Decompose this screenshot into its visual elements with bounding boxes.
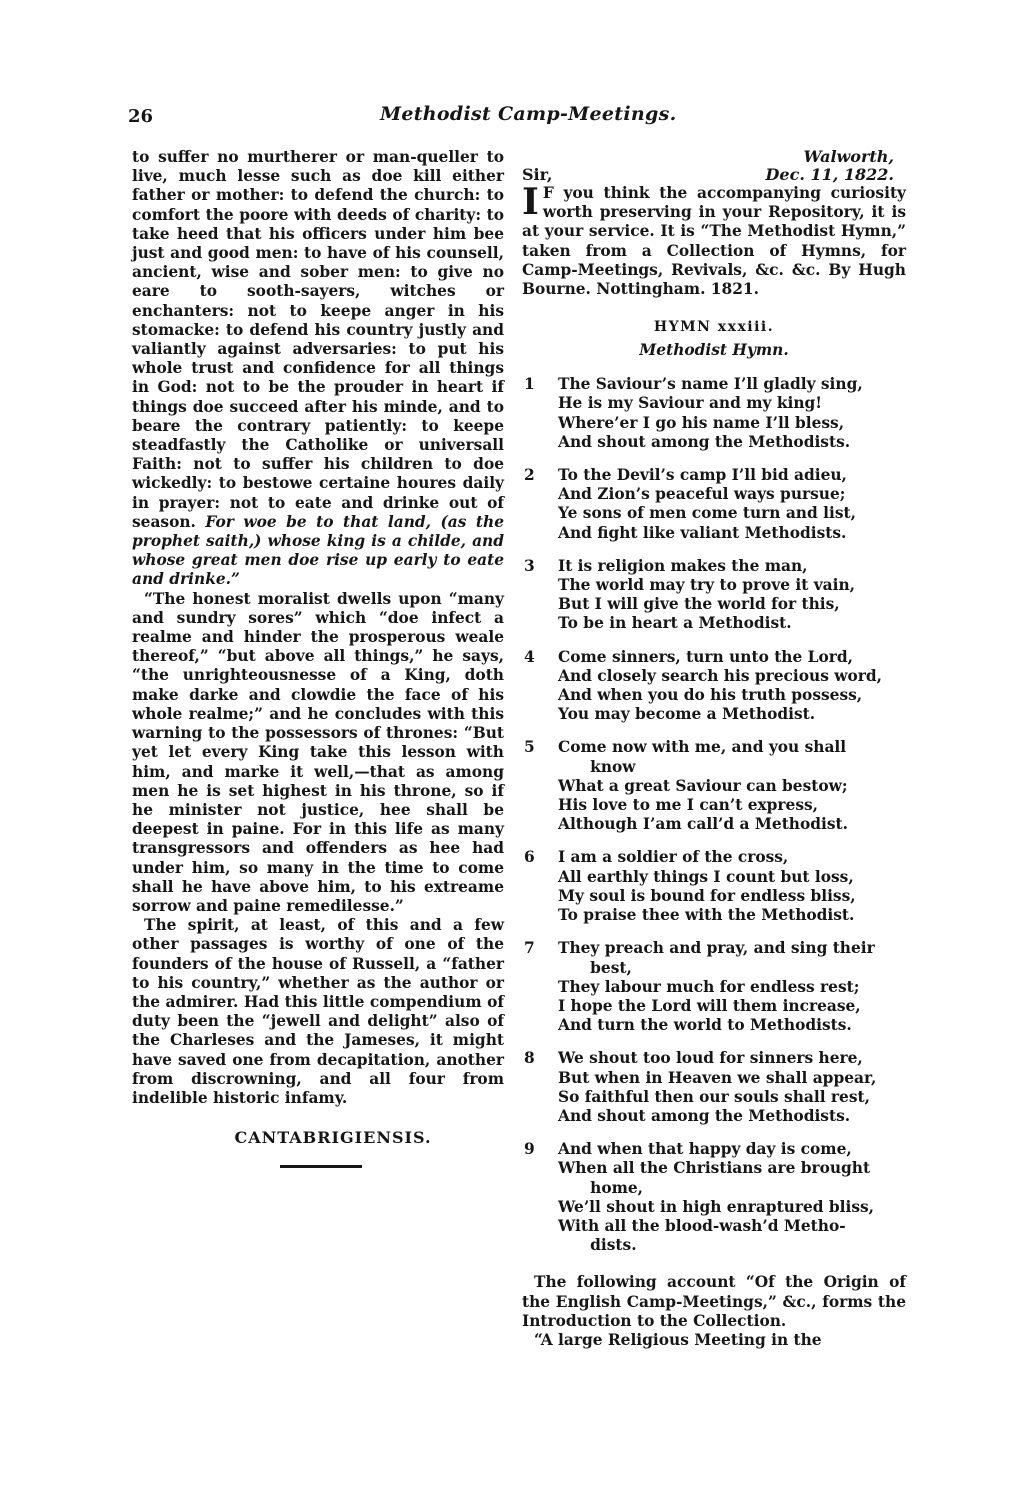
italic-quote: For woe be to that land, (as the prophet saith,) whose king is a childe, and whose great men doe rise up early to eate and drinke.” (132, 512, 504, 589)
letter-salutation-row (522, 166, 894, 184)
left-column (132, 148, 504, 1168)
stanza-line: We’ll shout in high enraptured bliss, (558, 1197, 875, 1216)
hymn-stanza (522, 939, 906, 1035)
stanza-line: He is my Saviour and my king! (558, 394, 823, 413)
stanza-number: 6 (524, 848, 535, 867)
stanza-line: The world may try to prove it vain, (558, 576, 856, 595)
body-paragraph (132, 148, 504, 590)
stanza-line: The Saviour’s name I’ll gladly sing, (558, 375, 863, 394)
hymn-title: Methodist Hymn. (639, 341, 789, 360)
stanza-line: Ye sons of men come turn and list, (558, 504, 856, 523)
stanza-line: To the Devil’s camp I’ll bid adieu, (558, 466, 847, 485)
stanza-lines (558, 738, 906, 834)
body-paragraph: “The honest moralist dwells upon “many and sundry sores” which “doe infect a realme and hinder the prosperous weale thereof,” “but above all things,” he says, “the unrighteousnesse of a King, doth make darke and clowdie the face of his whole realme;” and he concludes with this warning to the possessors of thrones: “But yet let every King take this lesson with him, and marke it well,—that as among men he is set highest in his throne, so if he minister not justice, hee shall be deepest in paine. For in this life as many transgressors and offenders as hee had under him, so many in the time to come shall he have above him, to his extreame sorrow and paine remedilesse.” (132, 589, 504, 915)
stanza-line: I am a soldier of the cross, (558, 848, 789, 867)
stanza-number: 2 (524, 466, 535, 485)
stanza-lines (558, 557, 906, 634)
stanza-lines (558, 939, 906, 1035)
stanza-line: And closely search his precious word, (558, 666, 882, 685)
letter-body (522, 181, 906, 299)
stanza-line: And fight like valiant Methodists. (558, 523, 847, 542)
section-divider (280, 1165, 362, 1168)
stanza-line: It is religion makes the man, (558, 556, 808, 575)
stanza-line: Although I’am call’d a Methodist. (558, 815, 849, 834)
stanza-line: We shout too loud for sinners here, (558, 1049, 863, 1068)
hymn-number: HYMN xxxiii. (653, 319, 775, 336)
stanza-line: His love to me I can’t express, (558, 796, 819, 815)
hymn-stanza (522, 466, 906, 543)
stanza-line: And Zion’s peaceful ways pursue; (558, 485, 846, 504)
body-paragraph: “A large Religious Meeting in the (534, 1330, 822, 1349)
letter-dateline: Walworth, (803, 147, 894, 166)
stanza-lines (558, 466, 906, 543)
hymn-stanza (522, 738, 906, 834)
stanza-line: To praise thee with the Methodist. (558, 906, 855, 925)
running-title: Methodist Camp-Meetings. (380, 103, 677, 125)
stanza-line: To be in heart a Methodist. (558, 614, 792, 633)
drop-cap: I (522, 181, 539, 223)
body-paragraph: The following account “Of the Origin of the English Camp-Meetings,” &c., forms the Introduction to the Collection. (522, 1273, 906, 1330)
stanza-number: 4 (524, 647, 535, 666)
stanza-number: 7 (524, 939, 535, 958)
stanza-line: So faithful then our souls shall rest, (558, 1087, 870, 1106)
stanza-lines (558, 1140, 906, 1255)
stanza-line: best, (558, 958, 632, 977)
stanza-number: 3 (524, 556, 535, 575)
letter-date: Dec. 11, 1822. (765, 165, 894, 184)
stanza-line: They labour much for endless rest; (558, 977, 860, 996)
stanza-lines (558, 1049, 906, 1126)
stanza-line: What a great Saviour can bestow; (558, 776, 848, 795)
stanza-line: And when you do his truth possess, (558, 686, 863, 705)
hymn-stanzas (522, 375, 906, 1255)
stanza-line: I hope the Lord will them increase, (558, 996, 861, 1015)
paragraph-text: to suffer no murtherer or man-queller to live, much lesse such as doe kill either father or mother: to defend the church: to comfort the poore with deeds of charity: to take heed that his officers under him bee just and good men: to have of his counsell, ancient, wise and sober men: to give no eare to sooth-sayers, witches or enchanters: not to keepe anger in his stomacke: to defend his country justly and valiantly against adversaries: to put his whole trust and confidence for all things in God: not to be the prouder in heart if things doe succeed after his minde, and to beare the contrary patiently: to keepe steadfastly the Catholike or universall Faith: not to suffer his children to doe wickedly: to bestowe certaine houres daily in prayer: not to eate and drinke out of season. (132, 148, 504, 531)
stanza-lines (558, 375, 906, 452)
stanza-line: My soul is bound for endless bliss, (558, 886, 856, 905)
stanza-number: 5 (524, 738, 535, 757)
stanza-line: When all the Christians are brought (558, 1159, 871, 1178)
closing-text (522, 1273, 906, 1350)
hymn-stanza (522, 848, 906, 925)
hymn-stanza (522, 375, 906, 452)
stanza-number: 1 (524, 375, 535, 394)
stanza-line: And when that happy day is come, (558, 1140, 852, 1159)
stanza-line: Where’er I go his name I’ll bless, (558, 413, 845, 432)
body-paragraph: The spirit, at least, of this and a few other passages is worthy of one of the founders of the house of Russell, a “father to his country,” whether as the author or the admirer. Had this little compendium of duty been the “jewell and delight” also of the Charleses and the Jameses, it might have saved one from decapitation, another from discrowning, and all four from indelible historic infamy. (132, 916, 504, 1107)
right-column (522, 148, 906, 1350)
hymn-stanza (522, 648, 906, 725)
stanza-lines (558, 848, 906, 925)
stanza-line: Come now with me, and you shall (558, 738, 847, 757)
hymn-stanza (522, 1140, 906, 1255)
hymn-stanza (522, 557, 906, 634)
stanza-line: And shout among the Methodists. (558, 432, 851, 451)
stanza-number: 9 (524, 1140, 535, 1159)
stanza-line: And turn the world to Methodists. (558, 1016, 852, 1035)
letter-text: F you think the accompanying curiosity worth preserving in your Repository, it is at your service. It is “The Methodist Hymn,” taken from a Collection of Hymns, for Camp-Meetings, Revivals, &c. &c. By Hugh Bourne. Nottingham. 1821. (522, 184, 906, 299)
stanza-number: 8 (524, 1049, 535, 1068)
stanza-line: home, (558, 1178, 644, 1197)
stanza-line: know (558, 757, 636, 776)
stanza-line: Come sinners, turn unto the Lord, (558, 647, 853, 666)
stanza-line: But I will give the world for this, (558, 595, 840, 614)
letter-salutation: Sir, (522, 165, 553, 184)
stanza-line: And shout among the Methodists. (558, 1106, 851, 1125)
stanza-line: All earthly things I count but loss, (558, 867, 854, 886)
hymn-stanza (522, 1049, 906, 1126)
stanza-line: But when in Heaven we shall appear, (558, 1068, 877, 1087)
page-number: 26 (128, 106, 154, 127)
stanza-line: dists. (558, 1236, 637, 1255)
stanza-line: You may become a Methodist. (558, 705, 816, 724)
stanza-line: With all the blood-wash’d Metho- (558, 1216, 846, 1235)
stanza-lines (558, 648, 906, 725)
author-signature: CANTABRIGIENSIS. (234, 1128, 432, 1148)
stanza-line: They preach and pray, and sing their (558, 939, 875, 958)
